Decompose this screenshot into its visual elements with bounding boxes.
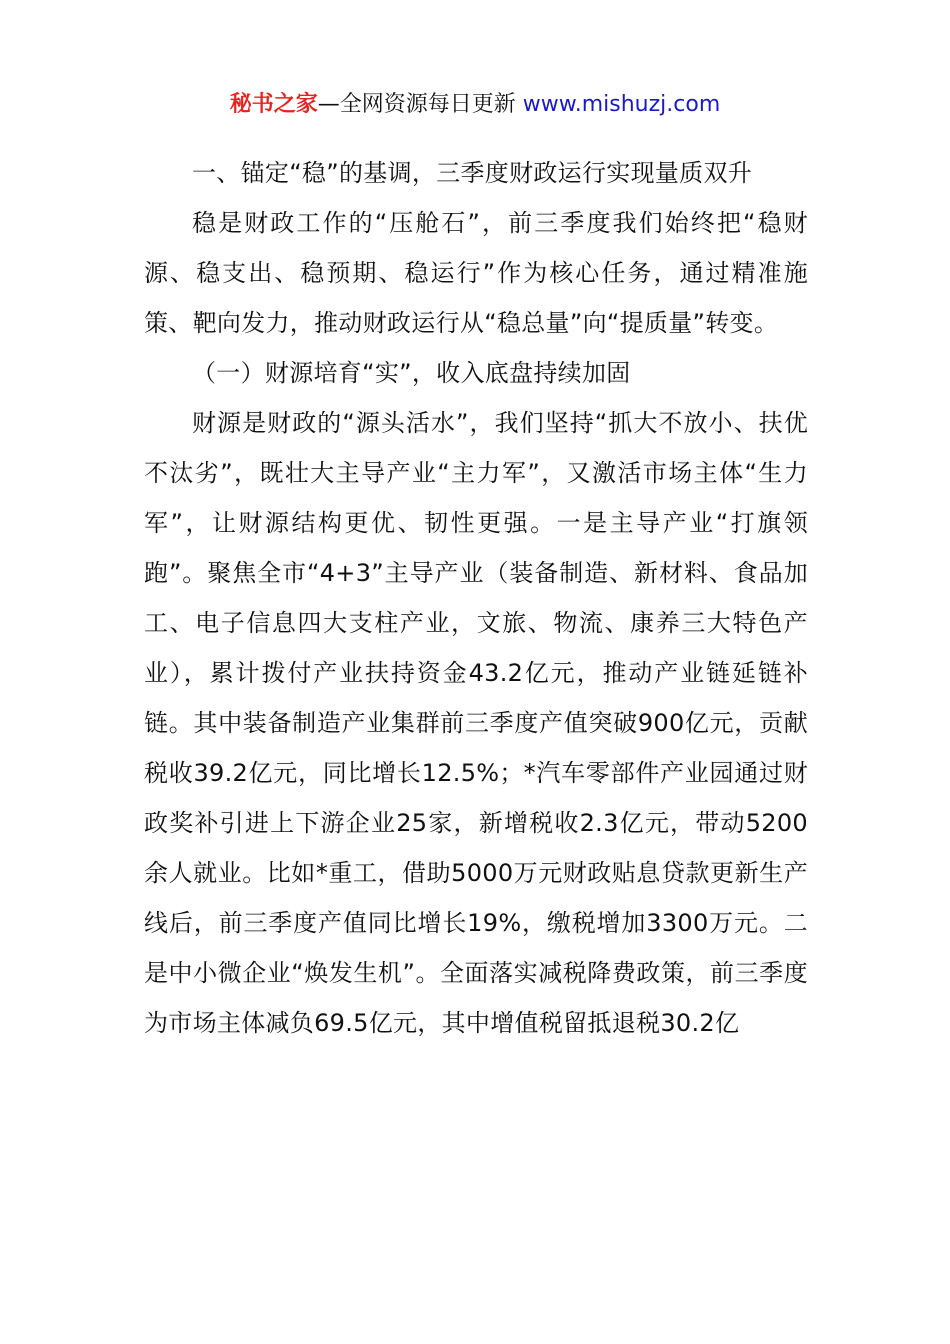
header-slogan: —全网资源每日更新 [317,92,523,117]
intro-paragraph: 稳是财政工作的“压舱石”，前三季度我们始终把“稳财源、稳支出、稳预期、稳运行”作为核心任务，通过精准施策、靶向发力，推动财政运行从“稳总量”向“提质量”转变。 [144,209,808,337]
body-paragraph: 财源是财政的“源头活水”，我们坚持“抓大不放小、扶优不汰劣”，既壮大主导产业“主力军”，又激活市场主体“生力军”，让财源结构更优、韧性更强。一是主导产业“打旗领跑”。聚焦全市“4+3”主导产业（装备制造、新材料、食品加工、电子信息四大支柱产业，文旅、物流、康养三大特色产业），累计拨付产业扶持资金43.2亿元，推动产业链延链补链。其中装备制造产业集群前三季度产值突破900亿元，贡献税收39.2亿元，同比增长12.5%；*汽车零部件产业园通过财政奖补引进上下游企业25家，新增税收2.3亿元，带动5200余人就业。比如*重工，借助5000万元财政贴息贷款更新生产线后，前三季度产值同比增长19%，缴税增加3300万元。二是中小微企业“焕发生机”。全面落实减税降费政策，前三季度为市场主体减负69.5亿元，其中增值税留抵退税30.2亿 [144,409,808,1037]
brand-name: 秘书之家 [229,92,318,117]
site-url[interactable]: www.mishuzj.com [522,92,721,117]
page-header [0,88,950,122]
subsection-heading: （一）财源培育“实”，收入底盘持续加固 [192,359,631,387]
document-body [144,148,808,1048]
section-heading: 一、锚定“稳”的基调，三季度财政运行实现量质双升 [192,159,753,187]
